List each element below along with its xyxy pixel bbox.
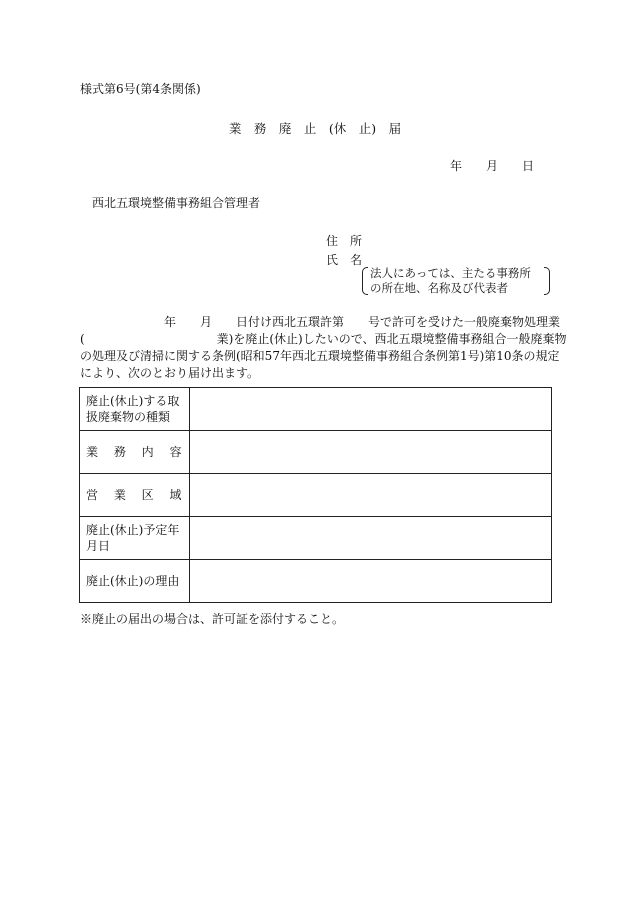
- addressee: 西北五環境整備事務組合管理者: [92, 196, 261, 210]
- corporation-note: [366, 266, 546, 296]
- body-line-4: により、次のとおり届け出ます。: [80, 366, 260, 380]
- row-value-waste-type[interactable]: [190, 388, 552, 431]
- name-label: 氏 名: [326, 253, 363, 267]
- body-line-2: ( 業)を廃止(休止)したいので、西北五環境整備事務組合一般廃棄物: [80, 332, 567, 346]
- row-label-business-area: 営 業 区 域: [80, 474, 190, 517]
- corporation-note-line-2: の所在地、名称及び代表者: [370, 281, 508, 295]
- form-number: 様式第6号(第4条関係): [80, 82, 201, 96]
- corporation-note-line-1: 法人にあっては、主たる事務所: [370, 266, 531, 280]
- notification-table: [79, 387, 552, 603]
- row-value-scheduled-date[interactable]: [190, 517, 552, 560]
- row-label-reason: 廃止(休止)の理由: [80, 560, 190, 603]
- row-label-waste-type: 廃止(休止)する取扱廃棄物の種類: [80, 388, 190, 431]
- row-value-business-area[interactable]: [190, 474, 552, 517]
- address-label: 住 所: [326, 234, 363, 248]
- table-row: [80, 431, 552, 474]
- date-line: 年 月 日: [449, 159, 534, 173]
- row-label-scheduled-date: 廃止(休止)予定年月日: [80, 517, 190, 560]
- body-line-3: の処理及び清掃に関する条例(昭和57年西北五環境整備事務組合条例第1号)第10条の規定: [80, 349, 560, 363]
- row-label-business-content: 業 務 内 容: [80, 431, 190, 474]
- row-value-reason[interactable]: [190, 560, 552, 603]
- notification-body: [80, 314, 567, 382]
- document-title: 業 務 廃 止 (休 止) 届: [228, 121, 402, 136]
- footnote: ※廃止の届出の場合は、許可証を添付すること。: [80, 612, 345, 626]
- table-row: [80, 388, 552, 431]
- table-row: [80, 560, 552, 603]
- body-line-1: 年 月 日付け西北五環許第 号で許可を受けた一般廃棄物処理業: [80, 315, 561, 329]
- table-row: [80, 517, 552, 560]
- row-value-business-content[interactable]: [190, 431, 552, 474]
- table-row: [80, 474, 552, 517]
